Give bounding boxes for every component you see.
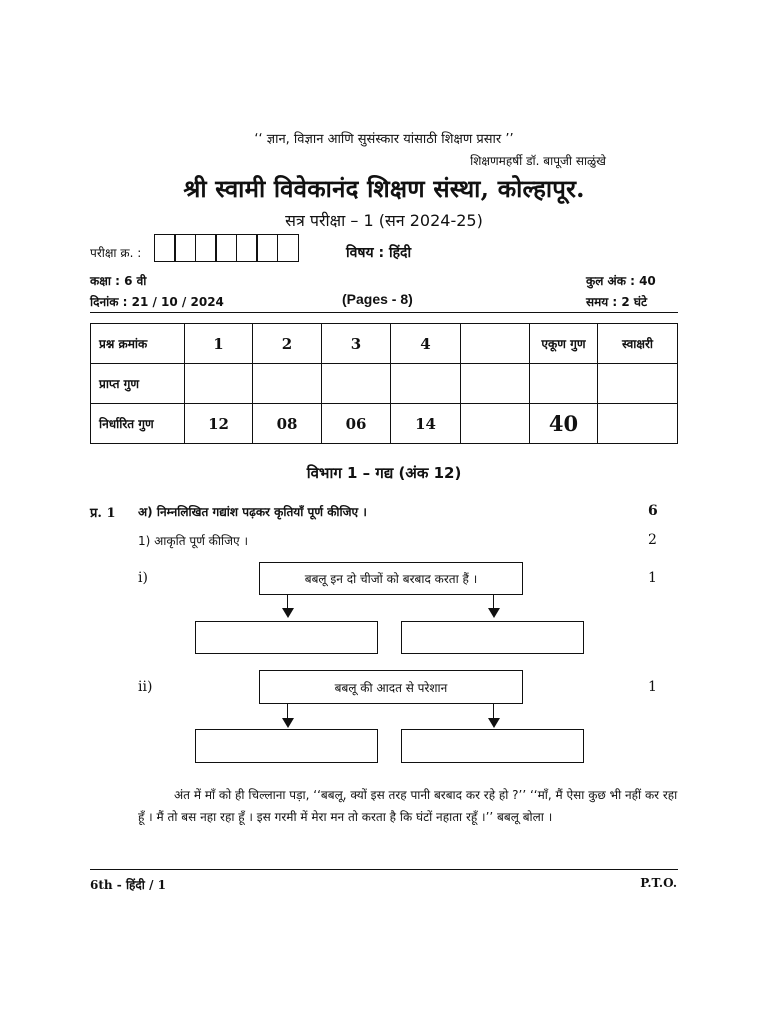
table-cell: 2 [253, 324, 322, 364]
time-label: समय : 2 घंटे [586, 295, 648, 309]
table-row-header [91, 324, 678, 364]
question-marks: 6 [648, 503, 658, 519]
table-cell: प्रश्न क्रमांक [91, 324, 185, 364]
item-marks: 1 [648, 679, 657, 695]
concept-box-text: बबलू इन दो चीजों को बरबाद करता हैं । [304, 572, 478, 586]
total-marks-label: कुल अंक : 40 [586, 274, 656, 288]
seat-number-boxes[interactable] [155, 234, 299, 262]
seat-digit-box[interactable] [277, 234, 299, 262]
arrow-line [493, 704, 494, 719]
table-cell: 40 [530, 404, 598, 444]
table-row-allotted [91, 404, 678, 444]
arrow-down-icon [488, 718, 500, 728]
footer-divider [90, 869, 678, 870]
footer-page-ref: 6th - हिंदी / 1 [90, 878, 167, 892]
table-cell: 1 [185, 324, 253, 364]
table-cell[interactable] [461, 364, 530, 404]
sub-question-instruction: 1) आकृति पूर्ण कीजिए । [138, 534, 249, 548]
item-marks: 1 [648, 570, 657, 586]
table-cell: निर्धारित गुण [91, 404, 185, 444]
seat-digit-box[interactable] [215, 234, 237, 262]
item-number: i) [138, 570, 148, 586]
table-cell: 14 [391, 404, 461, 444]
seat-digit-box[interactable] [236, 234, 258, 262]
arrow-down-icon [282, 718, 294, 728]
header-divider [90, 312, 678, 313]
sub-question-marks: 2 [648, 532, 657, 548]
table-cell: एकूण गुण [530, 324, 598, 364]
item-number: ii) [138, 679, 153, 695]
table-cell: स्वाक्षरी [598, 324, 678, 364]
table-cell: 12 [185, 404, 253, 444]
institution-name: श्री स्वामी विवेकानंद शिक्षण संस्था, कोल्हापूर. [183, 174, 585, 203]
exam-title: सत्र परीक्षा – 1 (सन 2024-25) [285, 211, 483, 230]
arrow-line [287, 704, 288, 719]
seat-digit-box[interactable] [174, 234, 196, 262]
seat-digit-box[interactable] [256, 234, 278, 262]
answer-box[interactable] [195, 729, 378, 763]
concept-box [259, 670, 523, 704]
page-count: (Pages - 8) [342, 291, 413, 307]
class-label: कक्षा : 6 वी [90, 274, 147, 288]
concept-box [259, 562, 523, 595]
question-instruction: अ) निम्नलिखित गद्यांश पढ़कर कृतियाँ पूर्ण कीजिए । [138, 505, 367, 519]
answer-box[interactable] [401, 621, 584, 654]
answer-box[interactable] [401, 729, 584, 763]
arrow-line [493, 595, 494, 609]
seat-digit-box[interactable] [154, 234, 176, 262]
arrow-down-icon [282, 608, 294, 618]
table-cell: प्राप्त गुण [91, 364, 185, 404]
arrow-down-icon [488, 608, 500, 618]
marks-table [90, 323, 678, 444]
table-cell [598, 404, 678, 444]
table-cell[interactable] [185, 364, 253, 404]
table-cell[interactable] [322, 364, 391, 404]
table-cell[interactable] [530, 364, 598, 404]
table-cell: 3 [322, 324, 391, 364]
passage-text: अंत में माँ को ही चिल्लाना पड़ा, ‘‘बबलू, क्यों इस तरह पानी बरबाद कर रहे हो ?’’ ‘‘माँ, मैं ऐसा कुछ भी नहीं कर रहा हूँ । मैं तो बस नहा रहा हूँ । इस गरमी में मेरा मन तो करता है कि घंटों नहाता रहूँ ।’’ बबलू बोला । [138, 788, 678, 824]
table-cell[interactable] [253, 364, 322, 404]
table-cell [461, 404, 530, 444]
institution-motto: ‘‘ ज्ञान, विज्ञान आणि सुसंस्कार यांसाठी शिक्षण प्रसार ’’ [254, 132, 514, 147]
table-cell: 4 [391, 324, 461, 364]
subject-label: विषय : हिंदी [346, 245, 412, 261]
founder-name: शिक्षणमहर्षी डॉ. बापूजी साळुंखे [470, 154, 606, 168]
answer-box[interactable] [195, 621, 378, 654]
seat-number-label: परीक्षा क्र. : [90, 246, 142, 260]
section-title: विभाग 1 – गद्य (अंक 12) [306, 464, 462, 482]
table-cell[interactable] [598, 364, 678, 404]
question-number: प्र. 1 [90, 506, 116, 521]
seat-digit-box[interactable] [195, 234, 217, 262]
table-cell: 08 [253, 404, 322, 444]
table-cell: 06 [322, 404, 391, 444]
concept-box-text: बबलू की आदत से परेशान [334, 680, 448, 695]
table-row-obtained [91, 364, 678, 404]
date-label: दिनांक : 21 / 10 / 2024 [90, 295, 224, 309]
footer-pto: P.T.O. [640, 876, 677, 890]
table-cell [461, 324, 530, 364]
arrow-line [287, 595, 288, 609]
table-cell[interactable] [391, 364, 461, 404]
